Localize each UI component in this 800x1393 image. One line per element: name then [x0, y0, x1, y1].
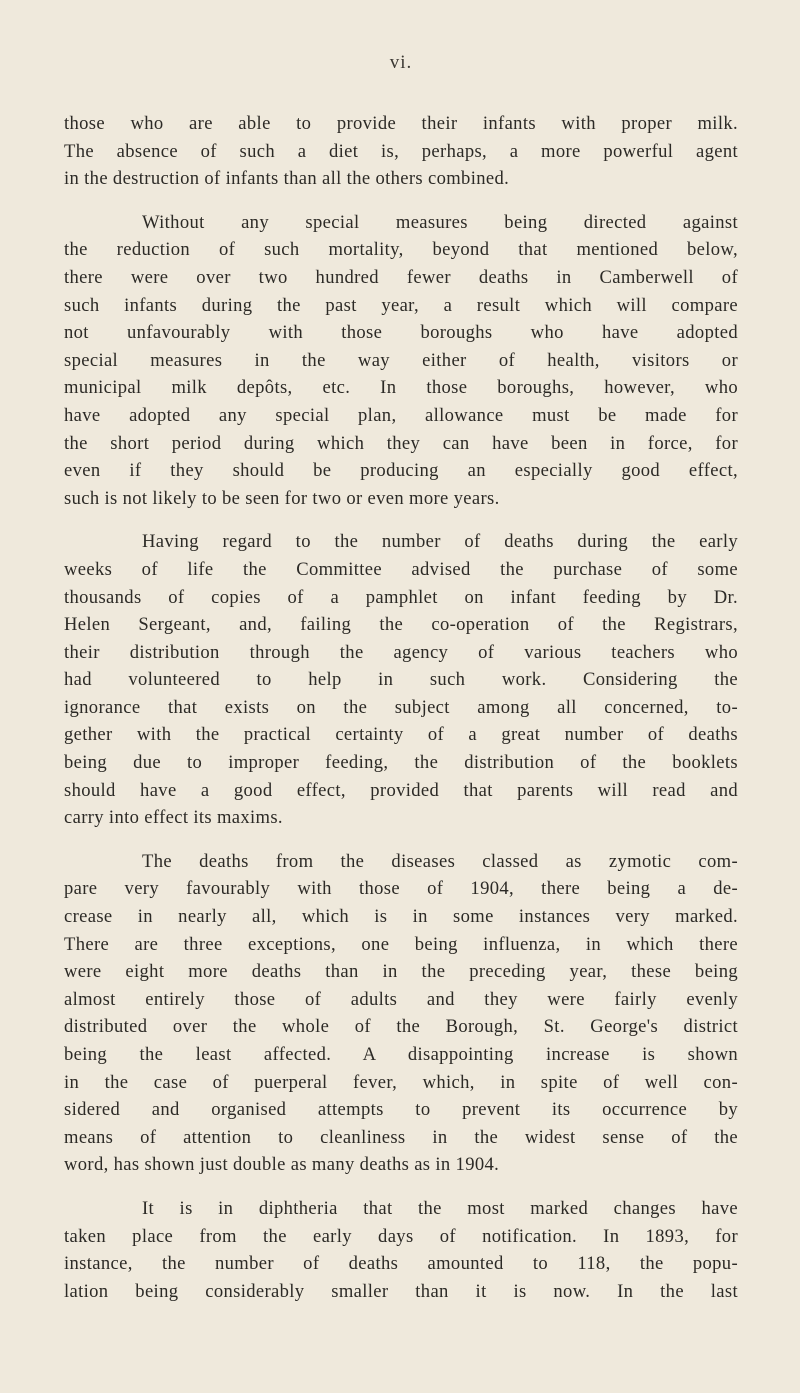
paragraph — [64, 110, 738, 193]
text-line: there were over two hundred fewer deaths in Camberwell of — [64, 266, 738, 288]
text-line: gether with the practical certainty of a great number of deaths — [64, 724, 738, 746]
text-line: lation being considerably smaller than it is now. In the last — [64, 1280, 738, 1302]
text-line: It is in diphtheria that the most marked changes have — [142, 1197, 738, 1219]
text-line: those who are able to provide their infants with proper milk. — [64, 113, 738, 134]
text-line: taken place from the early days of notification. In 1893, for — [64, 1225, 738, 1247]
text-line: being the least affected. A disappointing increase is shown — [64, 1044, 738, 1065]
paragraph — [64, 1195, 738, 1305]
text-line: weeks of life the Committee advised the purchase of some — [64, 558, 738, 580]
text-line: carry into effect its maxims. — [64, 807, 283, 829]
text-line: The absence of such a diet is, perhaps, a more powerful agent — [64, 140, 738, 162]
text-line: being due to improper feeding, the distribution of the booklets — [64, 752, 738, 774]
text-line: The deaths from the diseases classed as zymotic com- — [142, 850, 738, 872]
text-line: in the destruction of infants than all the others combined. — [64, 168, 510, 190]
text-line: such is not likely to be seen for two or even more years. — [64, 487, 500, 509]
text-line: had volunteered to help in such work. Considering the — [64, 669, 738, 691]
text-line: the short period during which they can have been in force, for — [64, 432, 738, 454]
text-line: thousands of copies of a pamphlet on infant feeding by Dr. — [64, 586, 738, 608]
text-line: municipal milk depôts, etc. In those boroughs, however, who — [64, 377, 738, 399]
text-line: distributed over the whole of the Borough, St. George's district — [64, 1016, 738, 1038]
text-line: the reduction of such mortality, beyond that mentioned below, — [64, 239, 738, 261]
text-line: were eight more deaths than in the preceding year, these being — [64, 961, 738, 983]
text-line: have adopted any special plan, allowance must be made for — [64, 404, 738, 426]
paragraph — [64, 209, 738, 513]
paragraph — [64, 528, 738, 832]
text-line: pare very favourably with those of 1904, there being a de- — [64, 878, 738, 900]
text-line: means of attention to cleanliness in the widest sense of the — [64, 1126, 738, 1148]
text-line: such infants during the past year, a result which will compare — [64, 294, 738, 316]
text-line: instance, the number of deaths amounted to 118, the popu- — [64, 1253, 738, 1275]
paragraph — [64, 848, 738, 1179]
text-line: their distribution through the agency of various teachers who — [64, 641, 738, 663]
text-line: Helen Sergeant, and, failing the co-operation of the Registrars, — [64, 614, 738, 636]
text-line: almost entirely those of adults and they were fairly evenly — [64, 988, 738, 1010]
text-line: There are three exceptions, one being influenza, in which there — [64, 933, 738, 955]
text-line: crease in nearly all, which is in some instances very marked. — [64, 906, 738, 928]
text-line: in the case of puerperal fever, which, in spite of well con- — [64, 1071, 738, 1093]
text-line: Having regard to the number of deaths during the early — [142, 531, 738, 553]
text-line: ignorance that exists on the subject among all concerned, to- — [64, 696, 738, 718]
text-line: special measures in the way either of health, visitors or — [64, 349, 738, 371]
text-line: Without any special measures being directed against — [142, 211, 738, 233]
text-line: should have a good effect, provided that parents will read and — [64, 779, 738, 801]
text-line: not unfavourably with those boroughs who have adopted — [64, 322, 738, 344]
text-line: even if they should be producing an especially good effect, — [64, 460, 738, 482]
text-line: word, has shown just double as many deaths as in 1904. — [64, 1154, 500, 1176]
page-number: vi. — [389, 52, 413, 73]
text-line: sidered and organised attempts to prevent its occurrence by — [64, 1099, 738, 1121]
